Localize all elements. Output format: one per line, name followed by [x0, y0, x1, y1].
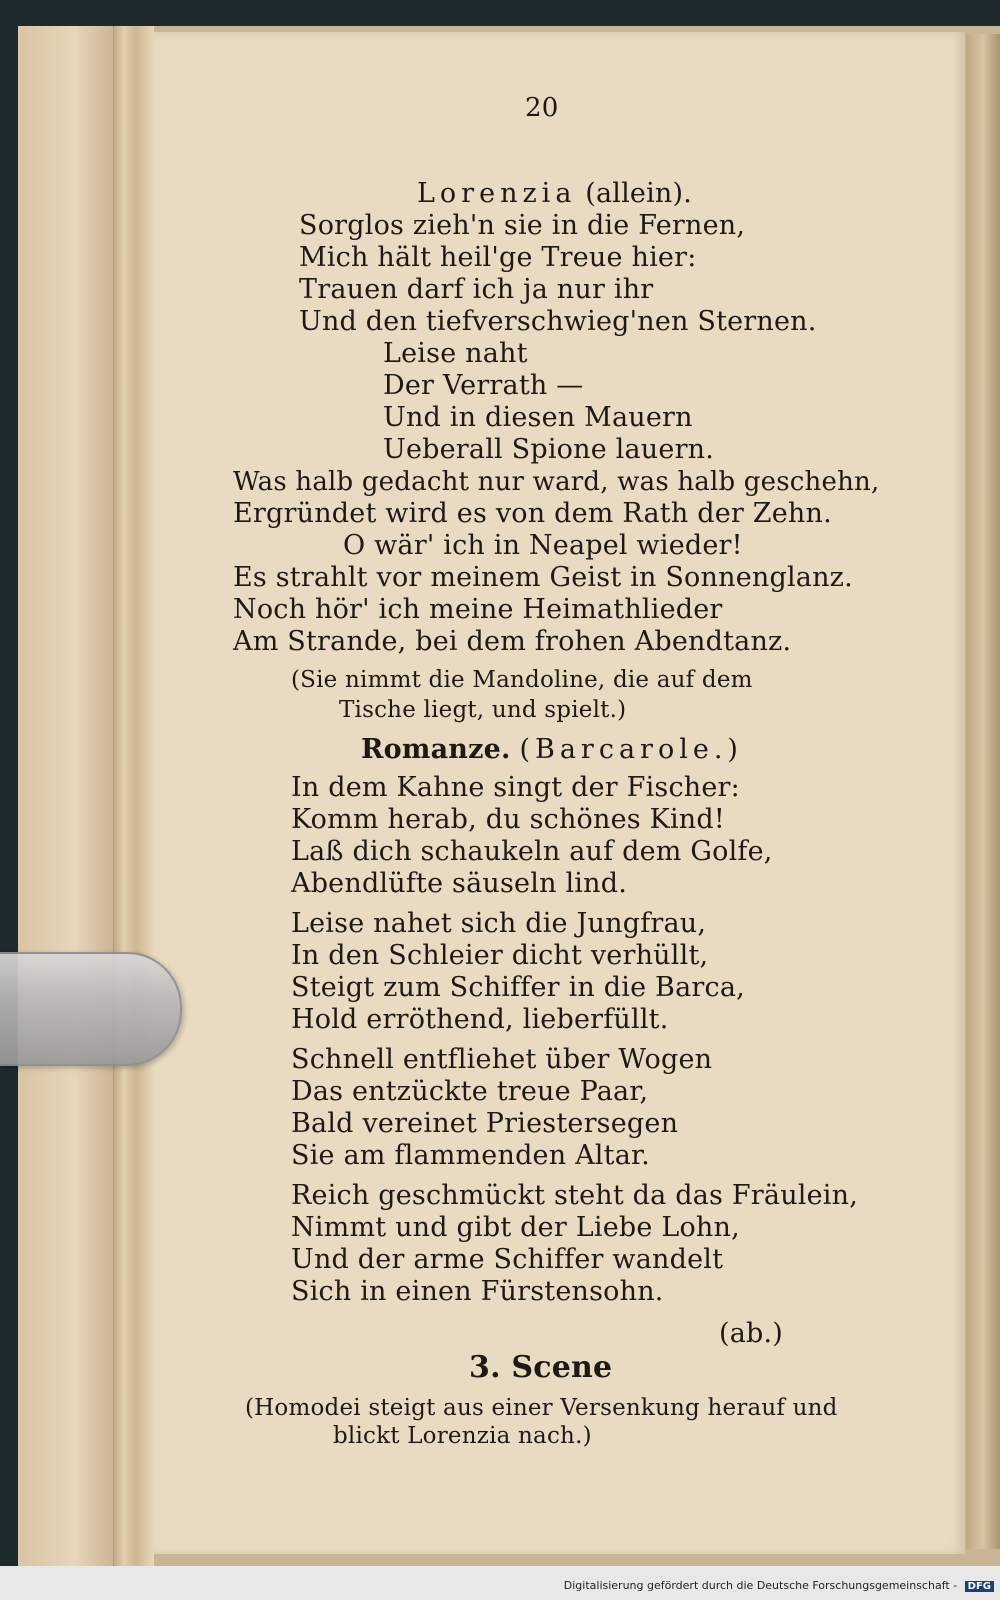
song-line: Bald vereinet Priestersegen — [291, 1108, 679, 1139]
song-line: Reich geschmückt steht da das Fräulein, — [291, 1180, 859, 1211]
footer-note — [564, 1579, 994, 1592]
scene-heading: 3. Scene — [469, 1350, 613, 1385]
verse-line: Und den tiefverschwieg'nen Sternen. — [299, 306, 817, 337]
song-subtitle: (Barcarole.) — [519, 734, 743, 765]
song-line: Hold erröthend, lieberfüllt. — [291, 1004, 669, 1035]
song-line: Komm herab, du schönes Kind! — [291, 804, 725, 835]
dfg-logo: DFG — [965, 1581, 994, 1592]
verse-line: Ergründet wird es von dem Rath der Zehn. — [233, 498, 832, 529]
song-line: Laß dich schaukeln auf dem Golfe, — [291, 836, 773, 867]
song-title: Romanze. — [361, 734, 511, 765]
verse-line: Trauen darf ich ja nur ihr — [299, 274, 654, 305]
left-page-edge — [18, 26, 113, 1566]
stage-direction: blickt Lorenzia nach.) — [333, 1423, 592, 1449]
speaker-direction: (allein). — [585, 178, 693, 209]
verse-line: Am Strande, bei dem frohen Abendtanz. — [233, 626, 792, 657]
verse-line: Was halb gedacht nur ward, was halb geschehn, — [233, 467, 880, 497]
book-page — [153, 32, 965, 1554]
exit-direction: (ab.) — [719, 1318, 784, 1349]
song-line: Leise nahet sich die Jungfrau, — [291, 908, 707, 939]
verse-line: Mich hält heil'ge Treue hier: — [299, 242, 697, 273]
footer-bar — [0, 1566, 1000, 1600]
song-line: Abendlüfte säuseln lind. — [291, 868, 627, 899]
song-line: Sie am flammenden Altar. — [291, 1140, 650, 1171]
speaker-line — [417, 178, 692, 210]
song-line: Schnell entfliehet über Wogen — [291, 1044, 713, 1075]
song-line: Das entzückte treue Paar, — [291, 1076, 649, 1107]
verse-line: O wär' ich in Neapel wieder! — [343, 530, 743, 561]
song-line: Steigt zum Schiffer in die Barca, — [291, 972, 745, 1003]
song-line: Nimmt und gibt der Liebe Lohn, — [291, 1212, 740, 1243]
verse-line: Der Verrath — — [383, 370, 584, 401]
song-line: In dem Kahne singt der Fischer: — [291, 772, 740, 803]
right-page-edge — [966, 34, 1000, 1549]
page-turn-tab[interactable] — [0, 952, 182, 1066]
page-number: 20 — [525, 93, 559, 123]
verse-line: Noch hör' ich meine Heimathlieder — [233, 594, 723, 625]
footer-note-text: Digitalisierung gefördert durch die Deutsche Forschungsgemeinschaft - — [563, 1579, 958, 1592]
speaker-name: Lorenzia — [417, 178, 577, 209]
song-line: In den Schleier dicht verhüllt, — [291, 940, 709, 971]
song-line: Sich in einen Fürstensohn. — [291, 1276, 664, 1307]
book-fold — [113, 26, 154, 1566]
book-spread — [18, 26, 1000, 1566]
verse-line: Und in diesen Mauern — [383, 402, 693, 433]
stage-direction: Tische liegt, und spielt.) — [339, 697, 627, 723]
stage-direction: (Sie nimmt die Mandoline, die auf dem — [291, 667, 753, 693]
verse-line: Es strahlt vor meinem Geist in Sonnenglanz. — [233, 562, 853, 593]
stage-direction: (Homodei steigt aus einer Versenkung herauf und — [245, 1395, 838, 1421]
verse-line: Ueberall Spione lauern. — [383, 434, 715, 465]
song-heading — [361, 734, 743, 766]
verse-line: Sorglos zieh'n sie in die Fernen, — [299, 210, 746, 241]
verse-line: Leise naht — [383, 338, 528, 369]
song-line: Und der arme Schiffer wandelt — [291, 1244, 724, 1275]
